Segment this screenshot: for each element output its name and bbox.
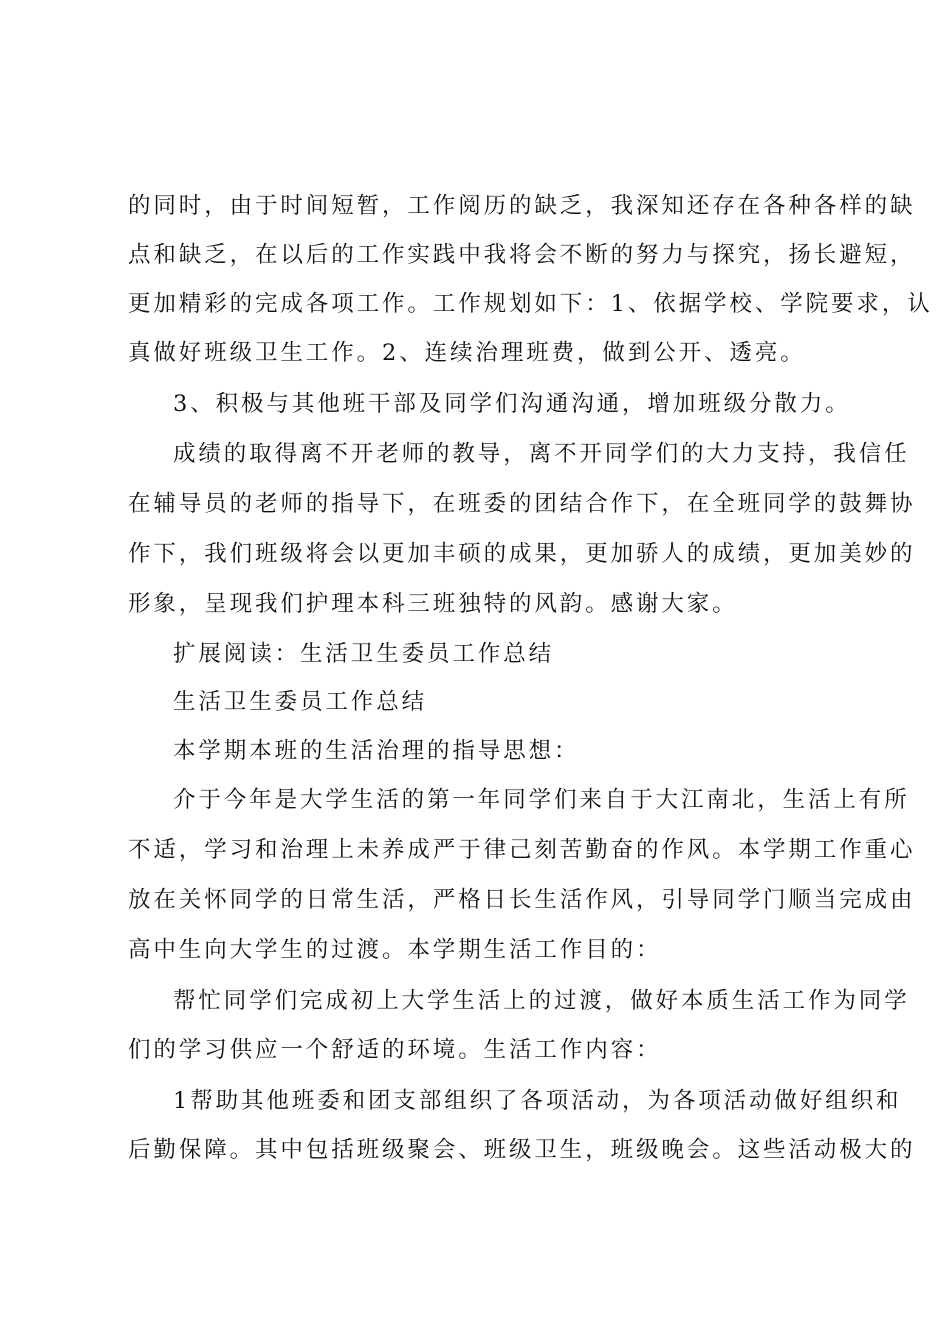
text-line-11: 生活卫生委员工作总结 [173,689,428,715]
text-line-1: 的同时，由于时间短暂，工作阅历的缺乏，我深知还存在各种各样的缺 [128,193,916,219]
text-line-10: 扩展阅读：生活卫生委员工作总结 [173,641,555,667]
text-line-16: 高中生向大学生的过渡。本学期生活工作目的： [128,937,662,963]
text-line-15: 放在关怀同学的日常生活，严格日长生活作风，引导同学门顺当完成由 [128,887,916,913]
text-line-9: 形象，呈现我们护理本科三班独特的风韵。感谢大家。 [128,591,738,617]
text-line-18: 们的学习供应一个舒适的环境。生活工作内容： [128,1037,662,1063]
text-line-17: 帮忙同学们完成初上大学生活上的过渡，做好本质生活工作为同学 [173,988,910,1014]
text-line-13: 介于今年是大学生活的第一年同学们来自于大江南北，生活上有所 [173,787,910,813]
text-line-5: 3、积极与其他班干部及同学们沟通沟通，增加班级分散力。 [173,391,851,417]
text-line-12: 本学期本班的生活治理的指导思想： [173,738,580,764]
text-line-4: 真做好班级卫生工作。2、连续治理班费，做到公开、透亮。 [128,340,806,366]
text-line-3: 更加精彩的完成各项工作。工作规划如下：1、依据学校、学院要求，认 [128,291,933,317]
text-line-19: 1帮助其他班委和团支部组织了各项活动，为各项活动做好组织和 [173,1088,902,1114]
text-line-20: 后勤保障。其中包括班级聚会、班级卫生，班级晚会。这些活动极大的 [128,1137,916,1163]
text-line-2: 点和缺乏，在以后的工作实践中我将会不断的努力与探究，扬长避短， [128,242,916,268]
text-line-7: 在辅导员的老师的指导下，在班委的团结合作下，在全班同学的鼓舞协 [128,491,916,517]
text-line-8: 作下，我们班级将会以更加丰硕的成果，更加骄人的成绩，更加美妙的 [128,541,916,567]
text-line-6: 成绩的取得离不开老师的教导，离不开同学们的大力支持，我信任 [173,441,910,467]
text-line-14: 不适，学习和治理上未养成严于律己刻苦勤奋的作风。本学期工作重心 [128,837,916,863]
